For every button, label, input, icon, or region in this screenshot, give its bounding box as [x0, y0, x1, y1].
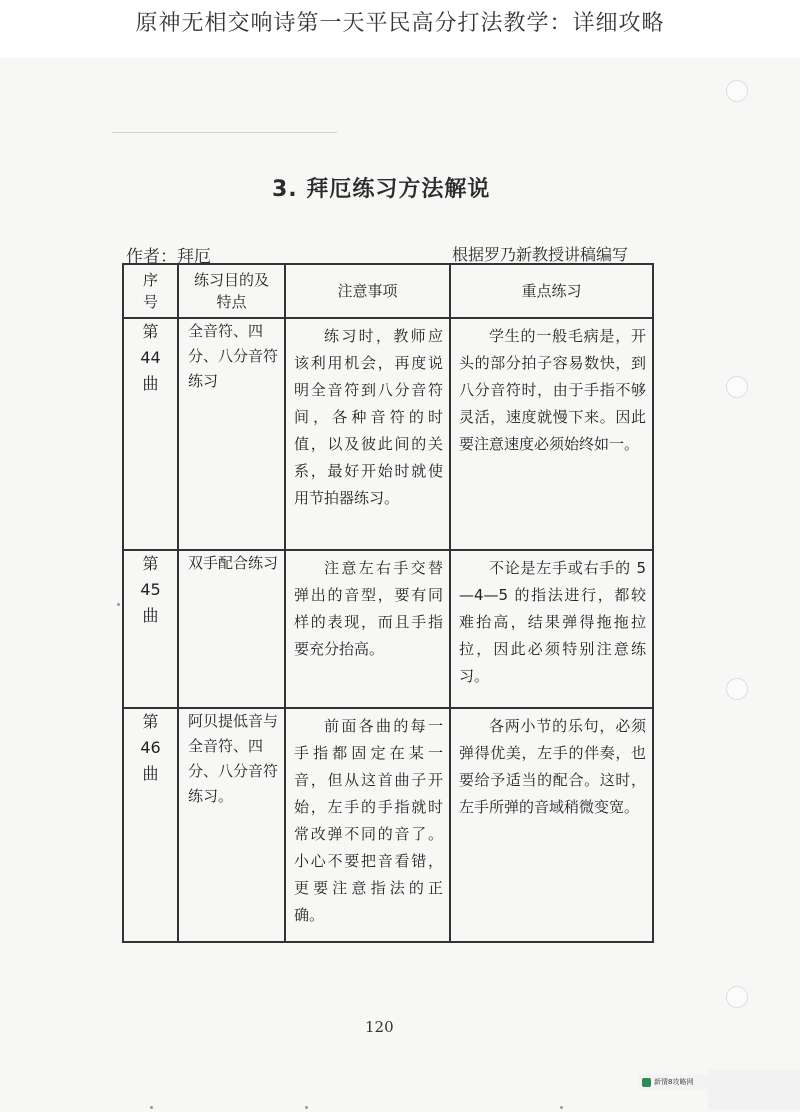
header-notes: 注意事项: [285, 264, 450, 318]
row-notes: 注意左右手交替弹出的音型，要有同样的表现，而且手指要充分抬高。: [285, 550, 450, 708]
author-line: 作者：拜厄: [126, 247, 211, 267]
scanned-page: [0, 58, 800, 1112]
scan-speck: [150, 1106, 153, 1109]
header-number: 序 号: [123, 264, 178, 318]
table-row: [123, 318, 653, 550]
punch-hole: [726, 80, 748, 102]
watermark-backdrop: [708, 1070, 800, 1110]
page-number: 120: [365, 1018, 394, 1036]
faint-rule: [112, 132, 337, 133]
row-number: 第 44 曲: [123, 318, 178, 550]
row-purpose: 全音符、四分、八分音符练习: [178, 318, 285, 550]
watermark-text: 新情8攻略网: [654, 1078, 694, 1086]
header-key-practice: 重点练习: [450, 264, 653, 318]
punch-hole: [726, 986, 748, 1008]
punch-hole: [726, 678, 748, 700]
site-watermark: [638, 1074, 708, 1090]
section-title: 3. 拜厄练习方法解说: [272, 177, 491, 202]
row-notes: 练习时，教师应该利用机会，再度说明全音符到八分音符间，各种音符的时值，以及彼此间的关系，最好开始时就使用节拍器练习。: [285, 318, 450, 550]
row-purpose: 阿贝提低音与全音符、四分、八分音符练习。: [178, 708, 285, 942]
exercise-table: [122, 263, 654, 943]
row-key-practice: 学生的一般毛病是，开头的部分拍子容易数快，到八分音符时，由于手指不够灵活，速度就慢下来。因此要注意速度必须始终如一。: [450, 318, 653, 550]
row-number: 第 45 曲: [123, 550, 178, 708]
row-number: 第 46 曲: [123, 708, 178, 942]
table-header-row: [123, 264, 653, 318]
row-key-practice: 不论是左手或右手的 5—4—5 的指法进行，都较难抬高，结果弹得拖拖拉拉，因此必须特别注意练习。: [450, 550, 653, 708]
row-key-practice: 各两小节的乐句，必须弹得优美，左手的伴奏，也要给予适当的配合。这时，左手所弹的音域稍微变宽。: [450, 708, 653, 942]
header-purpose: 练习目的及 特点: [178, 264, 285, 318]
scan-speck: [117, 603, 120, 606]
site-logo-icon: [642, 1078, 651, 1087]
punch-hole: [726, 376, 748, 398]
table-row: [123, 550, 653, 708]
source-line: 根据罗乃新教授讲稿编写: [452, 245, 629, 264]
row-notes: 前面各曲的每一手指都固定在某一音，但从这首曲子开始，左手的手指就时常改弹不同的音了。小心不要把音看错，更要注意指法的正确。: [285, 708, 450, 942]
scan-speck: [305, 1106, 308, 1109]
scan-speck: [560, 1106, 563, 1109]
table-row: [123, 708, 653, 942]
row-purpose: 双手配合练习: [178, 550, 285, 708]
page-heading: 原神无相交响诗第一天平民高分打法教学：详细攻略: [135, 11, 665, 36]
